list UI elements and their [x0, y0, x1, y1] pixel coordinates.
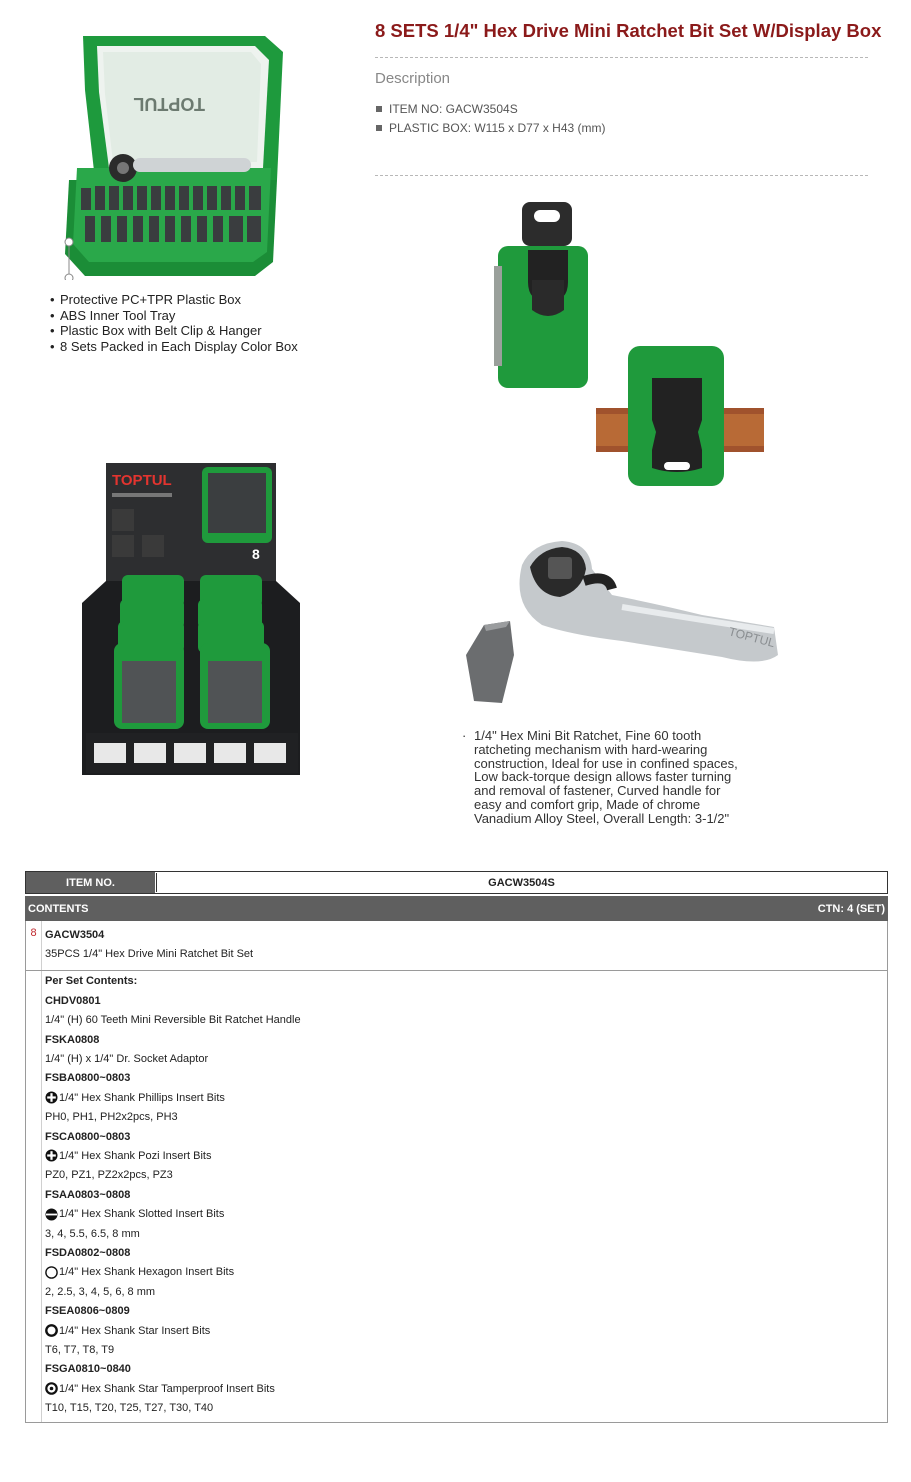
set-quantity: 8 — [26, 921, 42, 970]
ratchet-bullet: · — [462, 728, 467, 743]
item-name: 1/4" Hex Shank Hexagon Insert Bits — [59, 1266, 235, 1279]
item-name: 1/4" Hex Shank Star Insert Bits — [59, 1324, 211, 1337]
title-divider — [375, 57, 868, 58]
star-icon — [45, 1324, 58, 1337]
contents-box — [25, 921, 888, 1423]
phillips-icon — [45, 1091, 58, 1104]
description-divider — [375, 175, 868, 176]
item-code: CHDV0801 — [45, 994, 101, 1007]
item-name: 1/4" (H) 60 Teeth Mini Reversible Bit Ratchet Handle — [45, 1014, 301, 1027]
description-heading: Description — [375, 70, 451, 87]
set-name: 35PCS 1/4" Hex Drive Mini Ratchet Bit Set — [45, 948, 254, 961]
item-sizes: T10, T15, T20, T25, T27, T30, T40 — [45, 1402, 214, 1415]
item-name: 1/4" Hex Shank Pozi Insert Bits — [59, 1149, 212, 1162]
slotted-icon — [45, 1208, 58, 1221]
item-name-row — [45, 1088, 884, 1107]
item-sizes: PZ0, PZ1, PZ2x2pcs, PZ3 — [45, 1169, 173, 1182]
item-name-row — [45, 1146, 884, 1165]
description-item-text: ITEM NO: GACW3504S — [389, 101, 518, 116]
carton-quantity: CTN: 4 (SET) — [817, 902, 885, 915]
feature-item: • Plastic Box with Belt Clip & Hanger — [50, 323, 340, 339]
product-title: 8 SETS 1/4" Hex Drive Mini Ratchet Bit Set W/Display Box — [375, 20, 882, 41]
item-name: 1/4" Hex Shank Star Tamperproof Insert Bits — [59, 1382, 275, 1395]
set-code: GACW3504 — [45, 928, 105, 941]
description-item — [375, 99, 606, 119]
belt-clip-image — [492, 200, 764, 490]
display-brand: TOPTUL — [112, 472, 172, 489]
item-code: FSKA0808 — [45, 1033, 100, 1046]
feature-item: • ABS Inner Tool Tray — [50, 308, 340, 324]
feature-item: • 8 Sets Packed in Each Display Color Box — [50, 339, 340, 355]
item-code: FSDA0802~0808 — [45, 1246, 131, 1259]
set-row — [26, 921, 887, 971]
item-name-row — [45, 1263, 884, 1282]
display-box-image — [82, 463, 302, 775]
ratchet-description-line: Vanadium Alloy Steel, Overall Length: 3-1/2" — [474, 810, 730, 826]
ratchet-description-line: construction, Ideal for use in confined spaces, — [474, 755, 738, 771]
description-item — [375, 119, 606, 139]
ratchet-image — [462, 535, 780, 705]
per-set-label: Per Set Contents: — [45, 975, 138, 988]
display-set-count: 8 — [252, 546, 260, 562]
item-sizes: 3, 4, 5.5, 6.5, 8 mm — [45, 1227, 140, 1240]
star-tamperproof-icon — [45, 1382, 58, 1395]
item-name-row — [45, 1204, 884, 1223]
item-no-value: GACW3504S — [156, 873, 886, 892]
per-set-contents — [26, 971, 887, 1422]
square-bullet-icon — [376, 106, 382, 112]
description-item-text: PLASTIC BOX: W115 x D77 x H43 (mm) — [389, 121, 606, 136]
item-code: FSBA0800~0803 — [45, 1072, 131, 1085]
item-sizes: 2, 2.5, 3, 4, 5, 6, 8 mm — [45, 1285, 156, 1298]
item-code: FSEA0806~0809 — [45, 1305, 130, 1318]
item-name: 1/4" Hex Shank Slotted Insert Bits — [59, 1208, 225, 1221]
ratchet-description-line: 1/4" Hex Mini Bit Ratchet, Fine 60 tooth — [474, 728, 702, 743]
pozi-icon — [45, 1149, 58, 1162]
item-no-label: ITEM NO. — [26, 872, 155, 893]
item-name-row — [45, 1379, 884, 1398]
svg-text:TOPTUL: TOPTUL — [727, 624, 777, 651]
feature-list — [50, 292, 340, 355]
ratchet-description-line: easy and comfort grip, Made of chrome — [474, 796, 701, 812]
item-name: 1/4" (H) x 1/4" Dr. Socket Adaptor — [45, 1053, 209, 1066]
contents-header — [25, 896, 888, 921]
item-code: FSGA0810~0840 — [45, 1363, 131, 1376]
item-name-row — [45, 1321, 884, 1340]
feature-item: • Protective PC+TPR Plastic Box — [50, 292, 340, 308]
ratchet-description-line: ratcheting mechanism with hard-wearing — [474, 741, 708, 757]
item-code: FSAA0803~0808 — [45, 1188, 131, 1201]
description-list — [375, 99, 606, 138]
svg-text:TOPTUL: TOPTUL — [133, 94, 205, 114]
spec-table — [25, 871, 888, 1423]
hexagon-icon — [45, 1266, 58, 1279]
tool-case-image — [55, 30, 290, 280]
ratchet-description-line: Low back-torque design allows faster turning — [474, 769, 732, 785]
square-bullet-icon — [376, 125, 382, 131]
item-no-row — [25, 871, 888, 894]
item-sizes: T6, T7, T8, T9 — [45, 1343, 115, 1356]
ratchet-description-line: and removal of fastener, Curved handle for — [474, 783, 721, 799]
item-sizes: PH0, PH1, PH2x2pcs, PH3 — [45, 1111, 178, 1124]
contents-label: CONTENTS — [28, 902, 89, 915]
item-code: FSCA0800~0803 — [45, 1130, 131, 1143]
ratchet-description — [462, 729, 762, 826]
item-name: 1/4" Hex Shank Phillips Insert Bits — [59, 1091, 225, 1104]
